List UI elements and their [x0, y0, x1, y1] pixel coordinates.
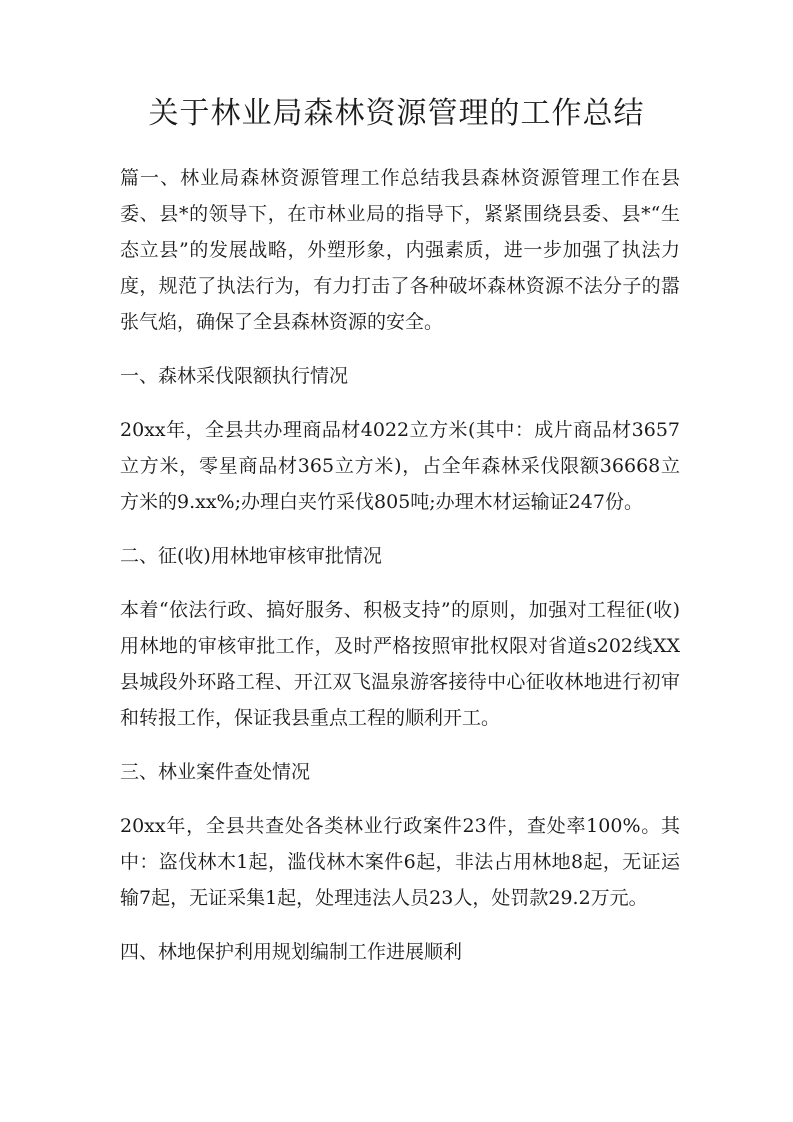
section-heading-4: 四、林地保护利用规划编制工作进展顺利: [120, 941, 463, 963]
section-paragraph-3: 20xx年，全县共查处各类林业行政案件23件，查处率100%。其中：盗伐林木1起，滥伐林木案件6起，非法占用林地8起，无证运输7起，无证采集1起，处理违法人员23人，处罚款29.2万元。: [120, 815, 680, 909]
section-paragraph-1: 20xx年，全县共办理商品材4022立方米(其中：成片商品材3657立方米，零星商品材365立方米)，占全年森林采伐限额36668立方米的9.xx%;办理白夹竹采伐805吨;办理木材运输证247份。: [120, 419, 680, 513]
document-title: 关于林业局森林资源管理的工作总结: [148, 96, 645, 131]
section-heading-3: 三、林业案件查处情况: [120, 761, 311, 783]
document-body: [120, 160, 680, 988]
section-heading-2: 二、征(收)用林地审核审批情况: [120, 545, 382, 567]
section-heading-1: 一、森林采伐限额执行情况: [120, 365, 349, 387]
intro-paragraph: 篇一、林业局森林资源管理工作总结我县森林资源管理工作在县委、县*的领导下，在市林业局的指导下，紧紧围绕县委、县*“生态立县”的发展战略，外塑形象，内强素质，进一步加强了执法力度，规范了执法行为，有力打击了各种破坏森林资源不法分子的嚣张气焰，确保了全县森林资源的安全。: [120, 167, 680, 333]
section-paragraph-2: 本着“依法行政、搞好服务、积极支持”的原则，加强对工程征(收)用林地的审核审批工作，及时严格按照审批权限对省道s202线XX县城段外环路工程、开江双飞温泉游客接待中心征收林地进行初审和转报工作，保证我县重点工程的顺利开工。: [120, 599, 680, 729]
